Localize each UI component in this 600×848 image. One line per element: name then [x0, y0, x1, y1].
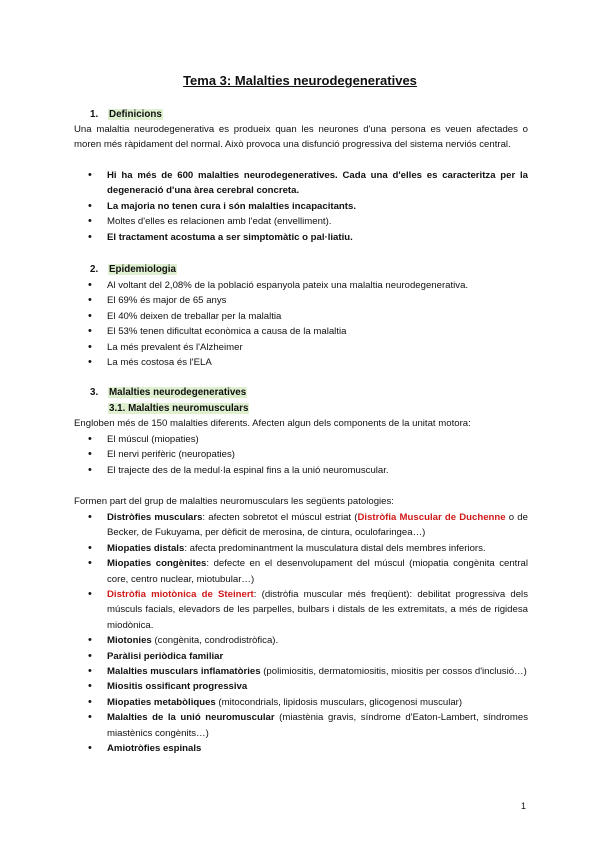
list-item: • El 40% deixen de treballar per la malaltia — [74, 309, 528, 324]
definition-list — [74, 168, 528, 245]
list-item: • Malalties musculars inflamatòries (polimiositis, dermatomiositis, miositis per cossos d'inclusió…) — [74, 664, 528, 679]
list-item: • La més costosa és l'ELA — [74, 355, 528, 370]
section-heading-definicions: 1. Definicions — [90, 109, 162, 120]
pathologies-intro: Formen part del grup de malalties neuromusculars les següents patologies: — [74, 496, 394, 507]
list-item: • El tractament acostuma a ser simptomàtic o pal·liatiu. — [74, 230, 528, 245]
page-number: 1 — [521, 801, 527, 811]
list-item: • Miopaties congènites: defecte en el desenvolupament del múscul (miopatia congènita central core, centro nuclear, miotubular…) — [74, 556, 528, 587]
page-title: Tema 3: Malalties neurodegeneratives — [183, 73, 417, 88]
list-item: • El 69% és major de 65 anys — [74, 293, 528, 308]
list-item: • El trajecte des de la medul·la espinal fins a la unió neuromuscular. — [74, 463, 528, 478]
epidemiology-list — [74, 278, 528, 370]
list-item: • El 53% tenen dificultat econòmica a causa de la malaltia — [74, 324, 528, 339]
list-item: • Miositis ossificant progressiva — [74, 679, 528, 694]
pathologies-list — [74, 510, 528, 757]
list-item: • Moltes d'elles es relacionen amb l'edat (envelliment). — [74, 214, 528, 229]
list-item: • Miotonies (congènita, condrodistròfica). — [74, 633, 528, 648]
list-item: • Miopaties distals: afecta predominantment la musculatura distal dels membres inferiors. — [74, 541, 528, 556]
list-item: • El múscul (miopaties) — [74, 432, 528, 447]
neuromuscular-intro: Engloben més de 150 malalties diferents. Afecten algun dels components de la unitat motora: — [74, 418, 471, 429]
list-item: • El nervi perifèric (neuropaties) — [74, 447, 528, 462]
list-item: • Distròfia miotònica de Steinert: (distròfia muscular més freqüent): debilitat progressiva dels músculs facials, elevadors de les parpelles, bulbars i distals de les extremitats, a més de rigidesa miodònica. — [74, 587, 528, 633]
list-item: • Miopaties metabòliques (mitocondrials, lipidosis musculars, glicogenosi muscular) — [74, 695, 528, 710]
list-item: • Paràlisi periòdica familiar — [74, 649, 528, 664]
section-heading-epidemiologia: 2. Epidemiologia — [90, 264, 176, 275]
motor-unit-list — [74, 432, 528, 478]
definition-paragraph: Una malaltia neurodegenerativa es produeix quan les neurones d'una persona es veuen afectades o moren més ràpidament del normal. Això provoca una disfunció progressiva del sistema nerviós central. — [74, 124, 528, 151]
list-item: • Distròfies musculars: afecten sobretot el múscul estriat (Distròfia Muscular de Duchenne o de Becker, de Fukuyama, per dèficit de merosina, de cintura, oculofaringea…) — [74, 510, 528, 541]
list-item: • La majoria no tenen cura i són malalties incapacitants. — [74, 199, 528, 214]
subsection-heading-neuromusculars: 3.1. Malalties neuromusculars — [109, 403, 249, 414]
list-item: • Malalties de la unió neuromuscular (miastènia gravis, síndrome d'Eaton-Lambert, síndromes miastènics congènits…) — [74, 710, 528, 741]
section-heading-malalties: 3. Malalties neurodegeneratives — [90, 387, 247, 398]
list-item: • La més prevalent és l'Alzheimer — [74, 340, 528, 355]
list-item: • Hi ha més de 600 malalties neurodegeneratives. Cada una d'elles es caracteritza per la degeneració d'una àrea cerebral concreta. — [74, 168, 528, 199]
list-item: • Amiotròfies espinals — [74, 741, 528, 756]
list-item: • Al voltant del 2,08% de la població espanyola pateix una malaltia neurodegenerativa. — [74, 278, 528, 293]
